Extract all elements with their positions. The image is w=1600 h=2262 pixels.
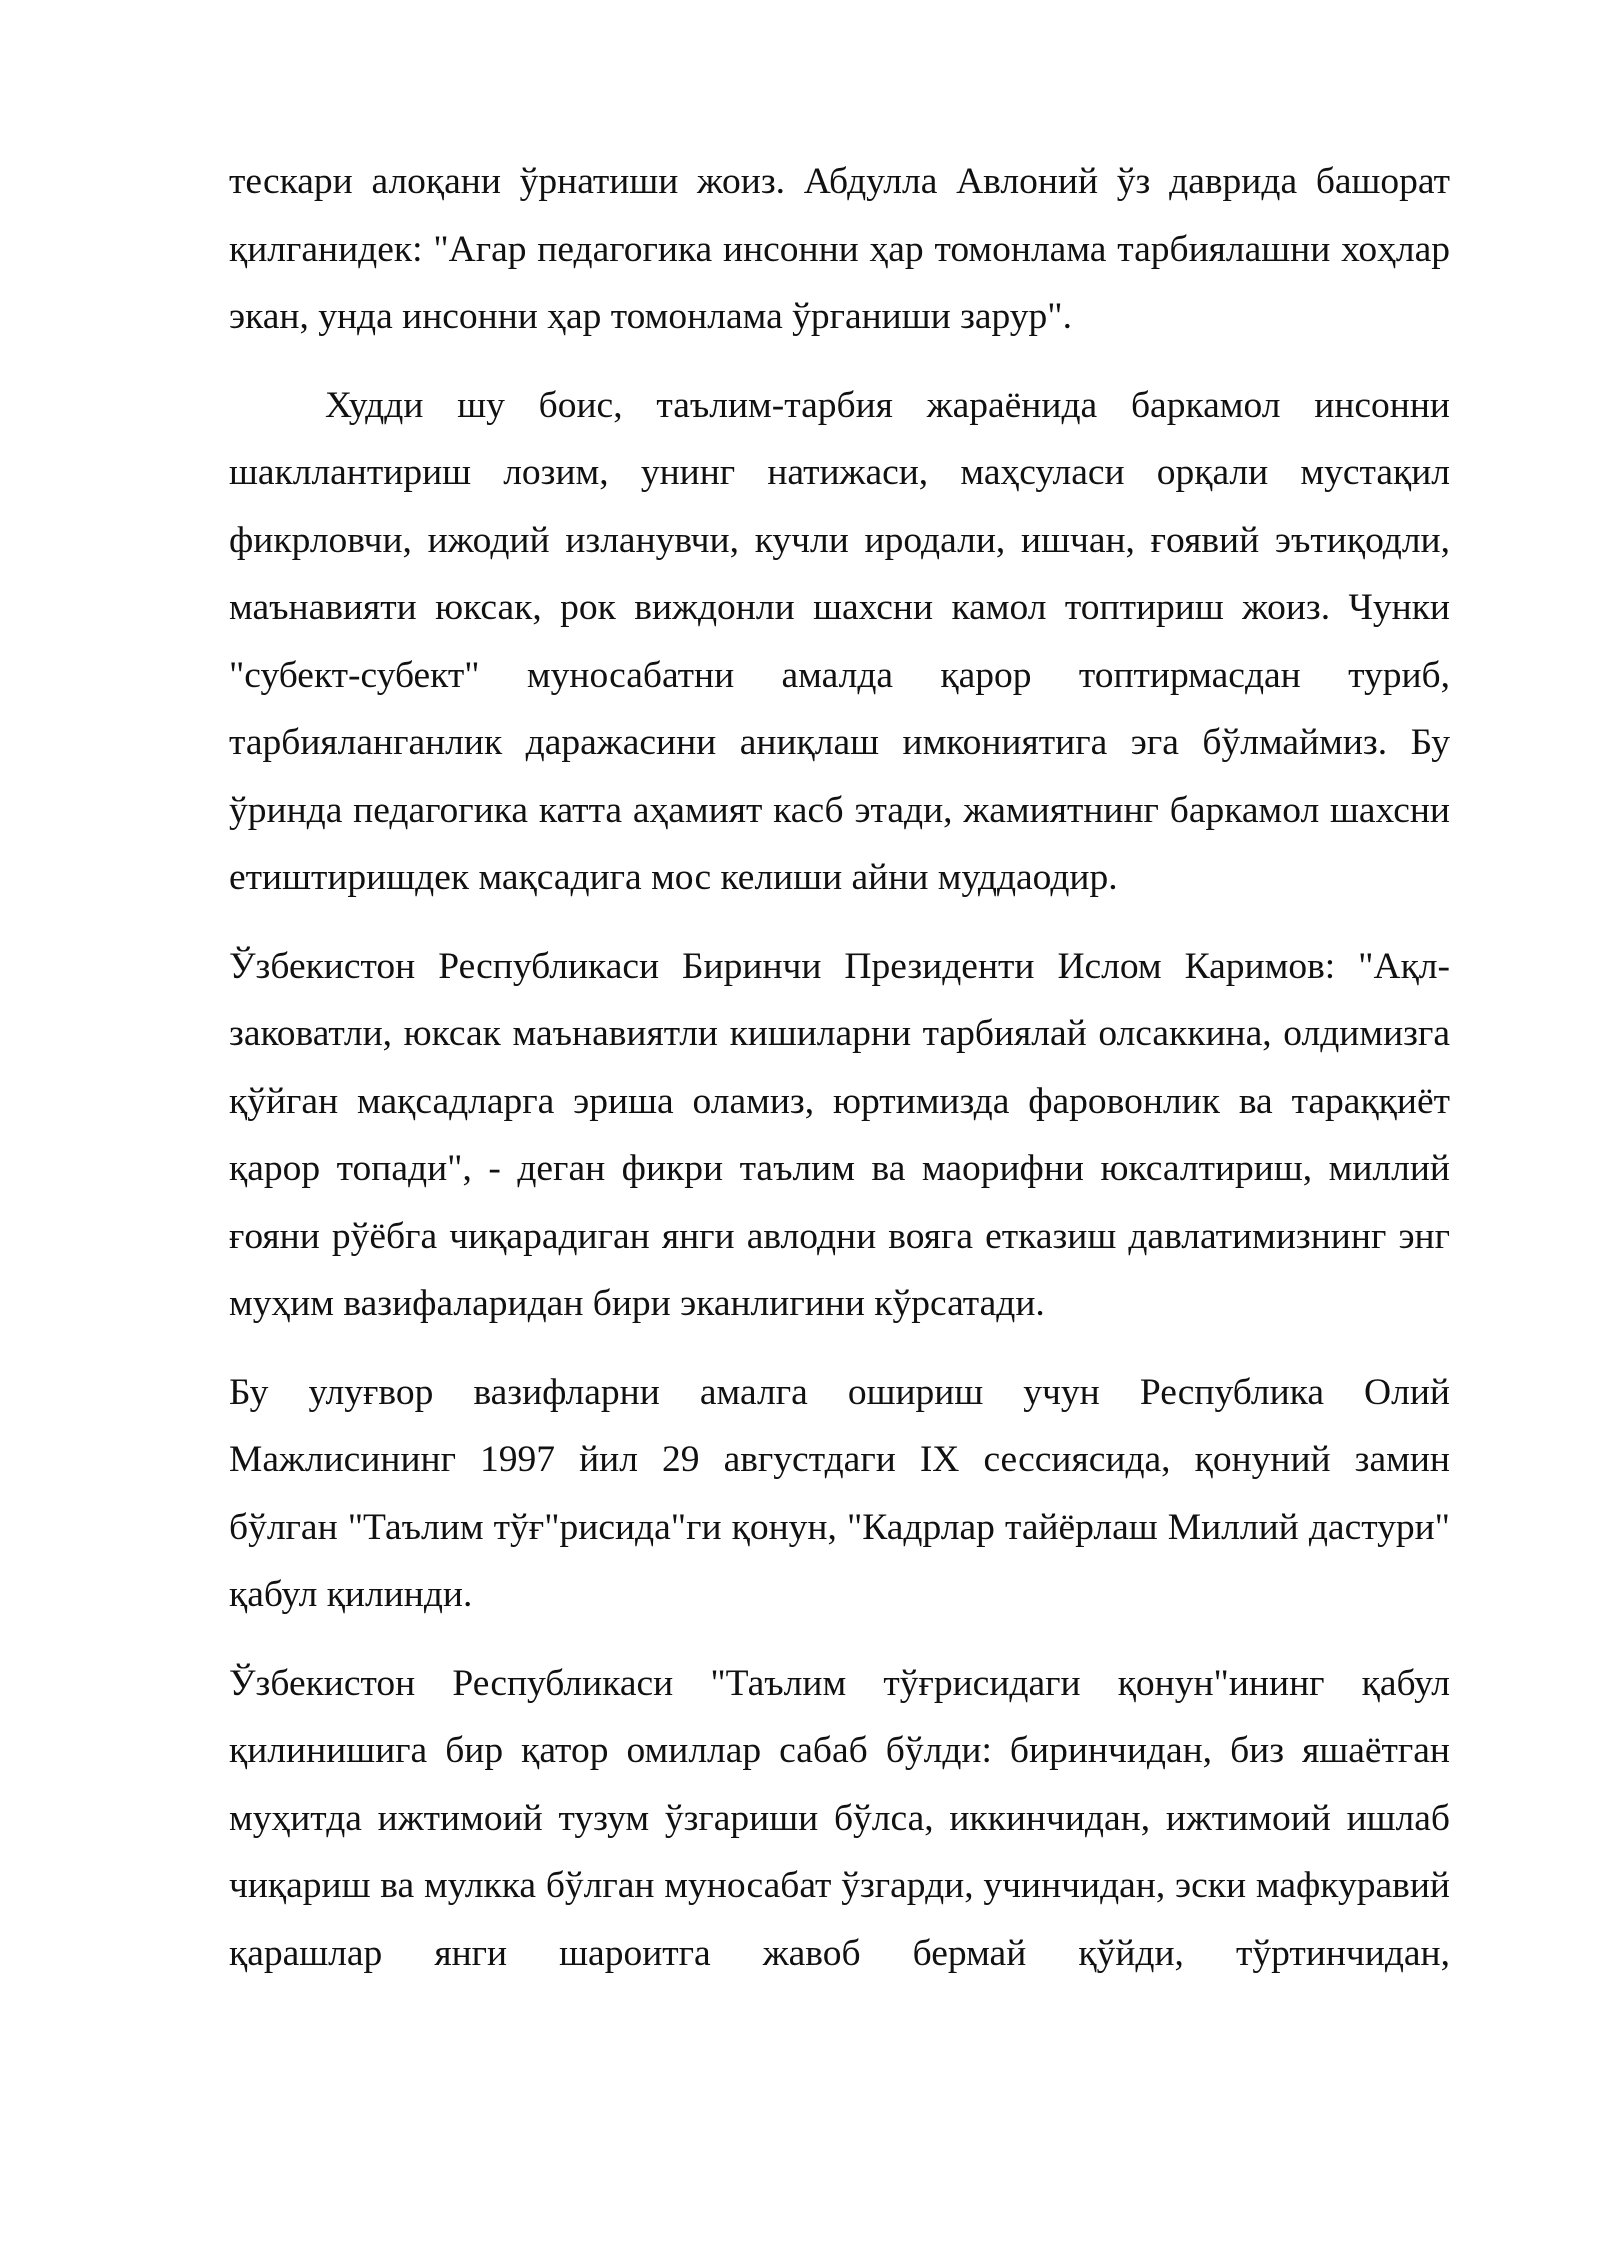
paragraph-4: Бу улуғвор вазифларни амалга ошириш учун Республика Олий Мажлисининг 1997 йил 29 августдаги IХ сессиясида, қонуний замин бўлган "Таълим тўғ"рисида"ги қонун, "Кадрлар тайёрлаш Миллий дастури" қабул қилинди. [229,1371,1450,1615]
document-body [229,148,1450,2008]
paragraph-2: Худди шу боис, таълим-тарбия жараёнида баркамол инсонни шакллантириш лозим, унинг натижаси, маҳсуласи орқали мустақил фикрловчи, ижодий изланувчи, кучли иродали, ишчан, ғоявий эътиқодли, маънавияти юксак, рок виждонли шахсни камол топтириш жоиз. Чунки "субект-субект" муносабатни амалда қарор топтирмасдан туриб, тарбияланганлик даражасини аниқлаш имкониятига эга бўлмаймиз. Бу ўринда педагогика катта аҳамият касб этади, жамиятнинг баркамол шахсни етиштиришдек мақсадига мос келиши айни муддаодир. [229,384,1450,898]
paragraph-3: Ўзбекистон Республикаси Биринчи Президенти Ислом Каримов: "Ақл-заковатли, юксак маънавиятли кишиларни тарбиялай олсаккина, олдимизга қўйган мақсадларга эриша оламиз, юртимизда фаровонлик ва тараққиёт қарор топади", - деган фикри таълим ва маорифни юксалтириш, миллий ғояни рўёбга чиқарадиган янги авлодни вояга етказиш давлатимизнинг энг муҳим вазифаларидан бири эканлигини кўрсатади. [229,945,1450,1324]
paragraph-5: Ўзбекистон Республикаси "Таълим тўғрисидаги қонун"ининг қабул қилинишига бир қатор омиллар сабаб бўлди: биринчидан, биз яшаётган муҳитда ижтимоий тузум ўзгариши бўлса, иккинчидан, ижтимоий ишлаб чиқариш ва мулкка бўлган муносабат ўзгарди, учинчидан, эски мафкуравий қарашлар янги шароитга жавоб бермай қўйди, тўртинчидан, [229,1662,1450,1974]
paragraph-1: тескари алоқани ўрнатиши жоиз. Абдулла Авлоний ўз даврида башорат қилганидек: "Агар педагогика инсонни ҳар томонлама тарбиялашни хоҳлар экан, унда инсонни ҳар томонлама ўрганиши зарур". [229,161,1450,337]
